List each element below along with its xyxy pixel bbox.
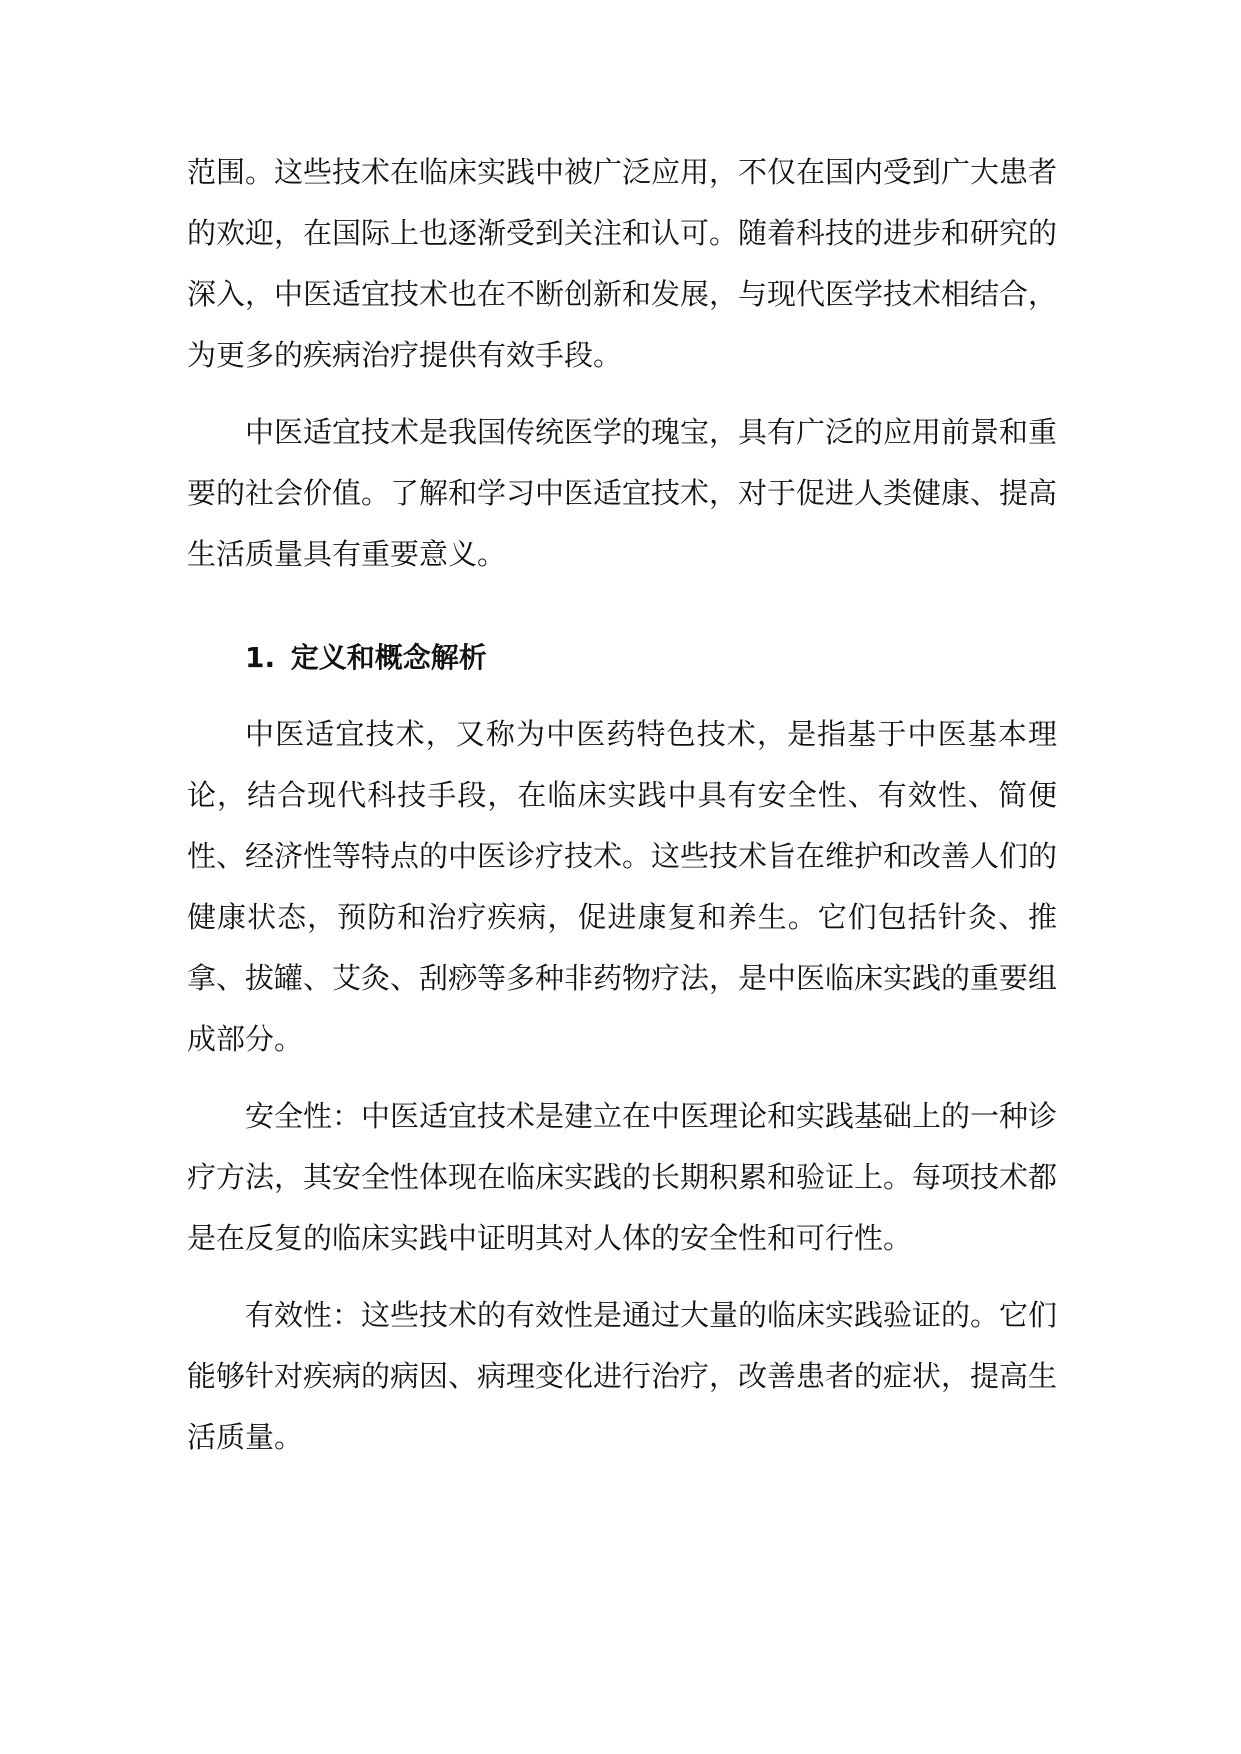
paragraph-safety: 安全性：中医适宜技术是建立在中医理论和实践基础上的一种诊疗方法，其安全性体现在临床实践的长期积累和验证上。每项技术都是在反复的临床实践中证明其对人体的安全性和可行性。 — [187, 1099, 1058, 1255]
document-body — [187, 142, 1057, 1484]
paragraph-effectiveness: 有效性：这些技术的有效性是通过大量的临床实践验证的。它们能够针对疾病的病因、病理变化进行治疗，改善患者的症状，提高生活质量。 — [187, 1298, 1058, 1454]
paragraph-definition: 中医适宜技术，又称为中医药特色技术，是指基于中医基本理论，结合现代科技手段，在临床实践中具有安全性、有效性、简便性、经济性等特点的中医诊疗技术。这些技术旨在维护和改善人们的健康状态，预防和治疗疾病，促进康复和养生。它们包括针灸、推拿、拔罐、艾灸、刮痧等多种非药物疗法，是中医临床实践的重要组成部分。 — [187, 717, 1058, 1056]
section-number: 1. — [245, 641, 276, 674]
section-title: 定义和概念解析 — [290, 641, 487, 674]
paragraph-continuation: 范围。这些技术在临床实践中被广泛应用，不仅在国内受到广大患者的欢迎，在国际上也逐渐受到关注和认可。随着科技的进步和研究的深入，中医适宜技术也在不断创新和发展，与现代医学技术相结合，为更多的疾病治疗提供有效手段。 — [187, 155, 1058, 372]
paragraph-summary: 中医适宜技术是我国传统医学的瑰宝，具有广泛的应用前景和重要的社会价值。了解和学习中医适宜技术，对于促进人类健康、提高生活质量具有重要意义。 — [187, 415, 1058, 571]
section-heading — [187, 627, 1057, 688]
